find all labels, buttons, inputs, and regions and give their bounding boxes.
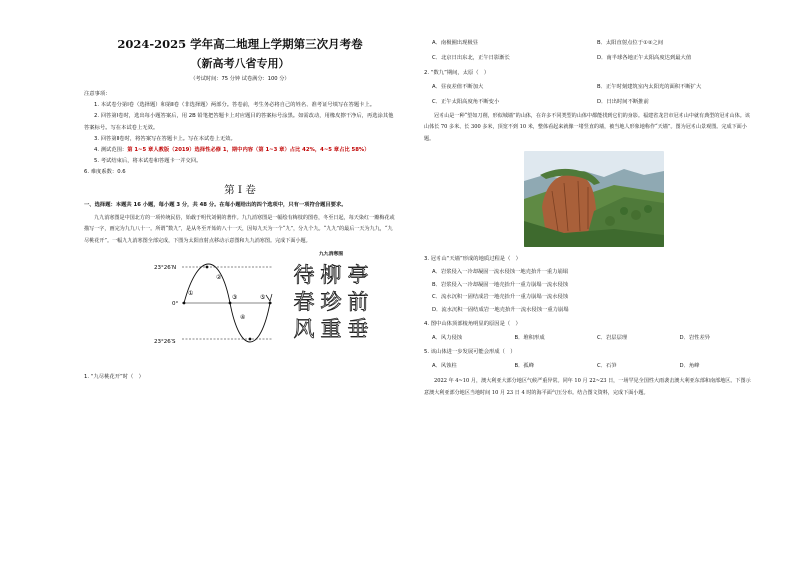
q3-options [424,266,754,316]
figure-row [84,251,396,369]
lat-zero-label: 0° [172,301,179,308]
q3-option-c[interactable]: C．流水沉积一固结成岩一地壳抬升一重力崩塌一流水侵蚀 [432,294,569,301]
q5-option-d[interactable]: D．角峰 [679,363,700,370]
notes-section [84,89,396,179]
q1-option-b[interactable]: B．太阳直射点位于①②之间 [597,40,664,46]
q2-option-b[interactable]: B．正午时刻建筑室内太阳光的面积不断扩大 [597,84,702,90]
point-label-3: ③ [232,294,238,302]
exam-info: （考试时间：75 分钟 试卷满分：100 分） [190,76,290,82]
jiujiu-grid [291,262,372,342]
q4-options [424,331,754,346]
jiujiu-char: 重 [320,317,342,342]
q3-option-d[interactable]: D．流水沉积一固结成岩一地壳抬升一流水侵蚀一重力崩塌 [432,306,569,313]
curve-point [206,266,209,269]
q2-options [424,80,754,110]
volume-title: 第 Ⅰ 卷 [224,183,256,196]
point-label-4: ④ [240,314,246,322]
scope-prefix: 4. 测试范围： [94,147,128,154]
note-item: 5. 考试结束后，将本试卷和答题卡一并交回。 [94,158,202,165]
section3-passage: 2022 年 4~10 月，澳大利亚大部分地区气候严重异常。同年 10 月 22~23 日，一场罕见全国性大雨袭击澳大利亚东部和南部地区。下图示意澳大利亚部分地区当地时间 10 月 23 日 4 时的海平面气压分布。结合图文资料，完成下面小题。 [424,378,751,396]
q2-option-a[interactable]: A．昼夜差值不断加大 [432,84,484,90]
jiujiu-char: 春 [293,290,315,315]
curve-point [183,302,186,305]
q5-option-a[interactable]: A．风蚀柱 [432,363,457,370]
q5-option-c[interactable]: C．石笋 [597,363,617,370]
arrow-icon [266,294,272,301]
sun-point-diagram [148,255,278,355]
point-label-5: ⑤ [260,294,266,302]
curve-point [229,302,232,305]
question-5-stem: 5. 该山体进一步发展可能会形成（ ） [424,349,516,356]
q1-options [424,36,754,66]
jiujiu-char: 亭 [347,263,369,288]
right-column [424,36,754,399]
jiujiu-char: 前 [347,290,369,315]
q1-option-c[interactable]: C．北京日出东北，正午日影渐长 [432,55,510,61]
q4-option-b[interactable]: B．堆积形成 [514,335,545,342]
section1-heading: 一、选择题：本题共 16 小题，每小题 3 分，共 48 分。在每小题给出的四个选项中，只有一项符合题目要求。 [84,201,347,208]
scope-red-text: 第 1~5 章人教版（2019）选择性必修 1，期中内容（第 1~3 章）占比 42%，4~5 章占比 58%） [127,147,370,154]
q1-option-d[interactable]: D．南半球各地正午太阳高度达到最大值 [597,55,692,61]
q1-option-a[interactable]: A．南极圈出现极昼 [432,40,478,46]
q4-option-a[interactable]: A．风力侵蚀 [432,335,463,342]
guanzhishan-photo [524,151,664,247]
notes-heading: 注意事项： [84,91,111,97]
point-label-1: ① [188,290,194,298]
jiujiu-char: 待 [293,263,315,288]
landscape-image-icon [524,151,664,247]
section1-passage: 九九消寒图是中国北方的一项传统民俗，始载于明代刘侗的著作。九九消寒图是一幅绘有梅枝的图卷，冬至日起，每天染红一瓣梅花或描写一字，画完为九九八十一。所谓“数九”，是从冬至开始的八十一天，因每九天为一个“九”，分九个九。“九九”的最后一天为九九，“九尽桃花开”。一幅九九消寒图全部完成，下图为太阳直射点移动示意图和九九消寒图。完成下面小题。 [84,214,395,244]
jiujiu-char: 风 [293,317,315,342]
note-item: 6. 难度系数：0.6 [84,169,126,176]
curve-point [269,302,272,305]
exam-title: 2024-2025 学年高二地理上学期第三次月考卷 [117,37,363,51]
question-2-stem: 2. “数九”期间，太原（ ） [424,70,490,76]
q5-options [424,359,754,374]
question-4-stem: 4. 图中山体顶部棱角明显的原因是（ ） [424,321,521,328]
note-item: 1. 本试卷分第Ⅰ卷（选择题）和第Ⅱ卷（非选择题）两部分。答卷前，考生务必将自己的姓名、准考证号填写在答题卡上。 [94,102,376,109]
jiujiu-caption: 九九消寒图 [319,252,343,258]
note-item-scope [84,145,396,156]
lat-bottom-label: 23°26′S [154,339,176,346]
left-column [84,36,396,384]
jiujiu-char: 柳 [320,263,342,288]
q4-option-d[interactable]: D．岩性差异 [679,335,711,342]
question-3-stem: 3. 冠豸山“天墙”形成的地质过程是（ ） [424,256,521,263]
note-item: 3. 回答第Ⅱ卷时，将答案写在答题卡上。写在本试卷上无效。 [94,135,236,142]
point-label-2: ② [216,274,222,282]
q4-option-c[interactable]: C．岩层层理 [597,335,628,342]
lat-top-label: 23°26′N [154,265,177,272]
q2-option-d[interactable]: D．日出时间不断推前 [597,99,649,105]
q3-option-a[interactable]: A．岩浆侵入一冷却凝固一流水侵蚀一地壳抬升一重力崩塌 [432,269,569,276]
jiujiu-char: 垂 [347,317,369,342]
q5-option-b[interactable]: B．孤峰 [514,363,535,370]
question-1-stem: 1. “九尽桃花开”时（ ） [84,374,144,381]
jiujiu-chart [290,251,372,342]
jiujiu-char: 珍 [320,290,342,315]
q3-option-b[interactable]: B．岩浆侵入一冷却凝固一地壳抬升一重力崩塌一流水侵蚀 [432,281,569,288]
exam-subtitle: （新高考八省专用） [190,57,290,70]
curve-point [249,338,252,341]
q2-option-c[interactable]: C．正午太阳高度角不断变小 [432,99,500,105]
note-item: 2. 回答第Ⅰ卷时，选出每小题答案后，用 2B 铅笔把答题卡上对应题目的答案标号涂黑。如需改动，用橡皮擦干净后，再选涂其他答案标号。写在本试卷上无效。 [84,113,394,131]
section2-passage: 冠豸山是一种“望如刀削，形似城墙”的山体，在许多不同类型的山体中都能找到它们的身影。福建省龙岩市冠豸山中就有典型的冠豸山体。该山体长 70 多米、长 300 多米，顶宽不到 10 米，整体看起来就像一堵竖直的墙，被当地人形象地称作“天墙”。图为冠豸山景观图。完成下面小题。 [424,113,750,142]
